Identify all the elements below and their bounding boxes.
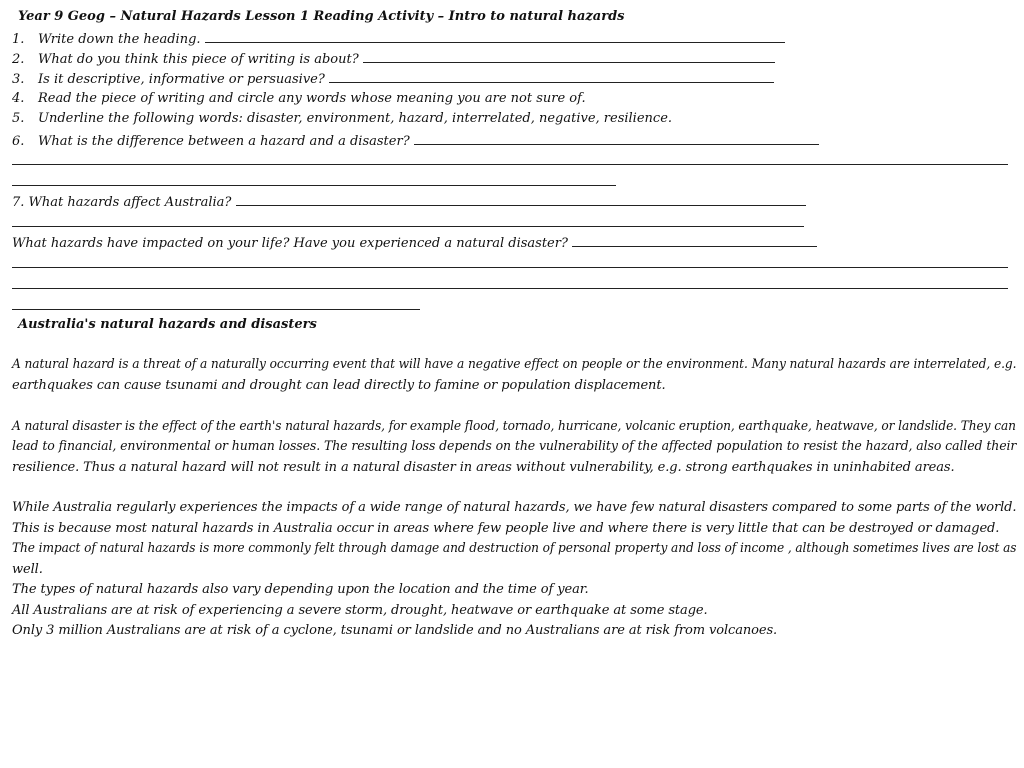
question-text: What is the difference between a hazard and a disaster? (38, 134, 410, 149)
question-7 (12, 192, 806, 210)
question-2 (12, 49, 775, 67)
question-text: Is it descriptive, informative or persuasive? (38, 72, 325, 87)
answer-line[interactable] (12, 164, 1008, 165)
paragraph-line: A natural disaster is the effect of the earth's natural hazards, for example flood, tornado, hurricane, volcanic eruption, earthquake, heatwave, or landslide. They can (12, 419, 1016, 434)
paragraph-line: well. (12, 562, 43, 577)
paragraph-line: earthquakes can cause tsunami and drought can lead directly to famine or population displacement. (12, 378, 666, 393)
question-number: 5. (12, 111, 25, 126)
paragraph-line: The types of natural hazards also vary depending upon the location and the time of year. (12, 582, 589, 597)
question-text: 7. What hazards affect Australia? (12, 195, 232, 210)
question-number: 4. (12, 91, 25, 106)
answer-line[interactable] (12, 288, 1008, 289)
question-text: Underline the following words: disaster, environment, hazard, interrelated, negative, resilience. (38, 111, 673, 126)
question-number: 3. (12, 72, 25, 87)
answer-line[interactable] (414, 131, 819, 145)
answer-line[interactable] (12, 185, 616, 186)
question-6 (12, 131, 819, 149)
paragraph-line: Only 3 million Australians are at risk of a cyclone, tsunami or landslide and no Australians are at risk from volcanoes. (12, 623, 778, 638)
answer-line[interactable] (205, 29, 785, 43)
answer-line[interactable] (329, 69, 774, 83)
answer-line[interactable] (12, 309, 420, 310)
paragraph-line: lead to financial, environmental or human losses. The resulting loss depends on the vulnerability of the affected population to resist the hazard, also called their (12, 439, 1017, 454)
question-number: 1. (12, 32, 25, 47)
question-3 (12, 69, 774, 87)
question-number: 6. (12, 134, 25, 149)
question-4 (12, 90, 586, 108)
worksheet-title: Year 9 Geog – Natural Hazards Lesson 1 Reading Activity – Intro to natural hazards (18, 9, 625, 24)
section-heading: Australia's natural hazards and disasters (18, 317, 317, 332)
question-number: 2. (12, 52, 25, 67)
question-text: What do you think this piece of writing is about? (38, 52, 359, 67)
paragraph-line: The impact of natural hazards is more commonly felt through damage and destruction of personal property and loss of income , although sometimes lives are lost as (12, 541, 1017, 556)
answer-line[interactable] (572, 233, 817, 247)
answer-line[interactable] (12, 226, 804, 227)
paragraph-line: A natural hazard is a threat of a naturally occurring event that will have a negative effect on people or the environment. Many natural hazards are interrelated, e.g. (12, 357, 1017, 372)
paragraph-line: All Australians are at risk of experiencing a severe storm, drought, heatwave or earthquake at some stage. (12, 603, 708, 618)
question-8 (12, 233, 817, 251)
question-text: What hazards have impacted on your life? Have you experienced a natural disaster? (12, 236, 568, 251)
question-1 (12, 29, 785, 47)
paragraph-line: resilience. Thus a natural hazard will not result in a natural disaster in areas without vulnerability, e.g. strong earthquakes in uninhabited areas. (12, 460, 955, 475)
paragraph-line: This is because most natural hazards in Australia occur in areas where few people live and where there is very little that can be destroyed or damaged. (12, 521, 1000, 536)
question-text: Write down the heading. (38, 32, 201, 47)
answer-line[interactable] (236, 192, 806, 206)
paragraph-line: While Australia regularly experiences the impacts of a wide range of natural hazards, we have few natural disasters compared to some parts of the world. (12, 500, 1017, 515)
question-text: Read the piece of writing and circle any words whose meaning you are not sure of. (38, 91, 586, 106)
question-5 (12, 110, 672, 128)
answer-line[interactable] (12, 267, 1008, 268)
answer-line[interactable] (363, 49, 775, 63)
